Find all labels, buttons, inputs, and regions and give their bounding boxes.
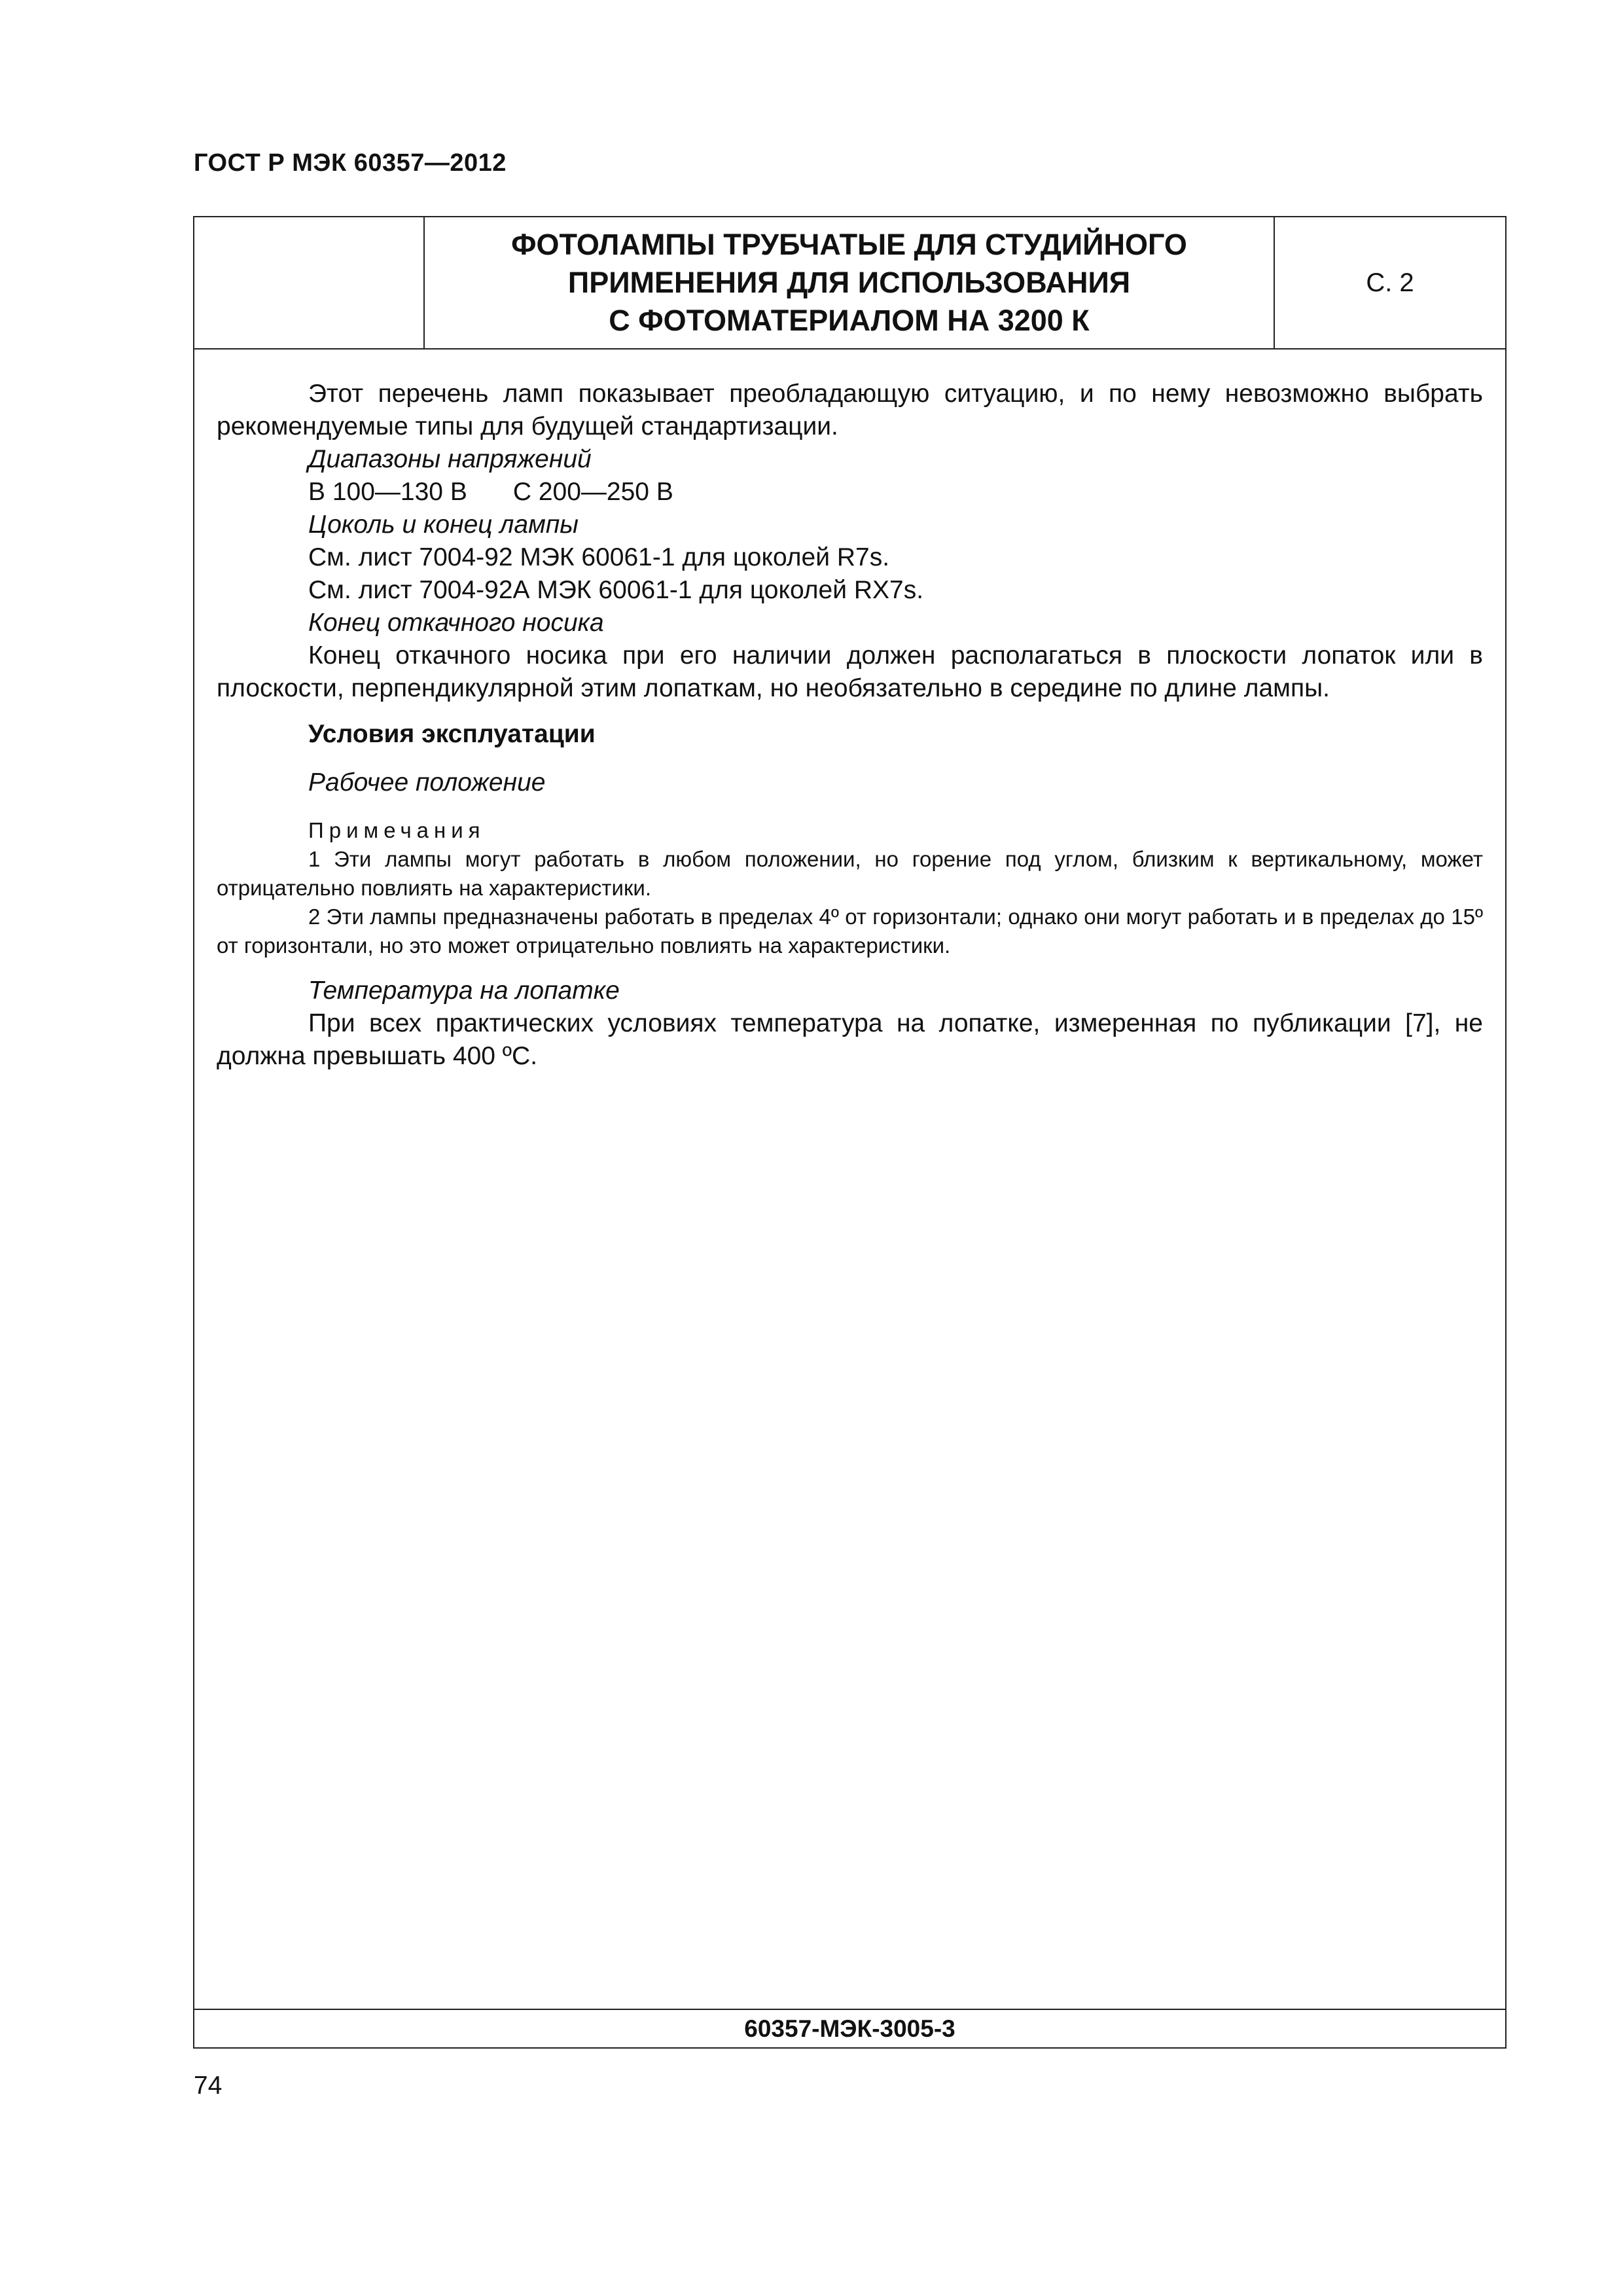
sheet-title: [425, 217, 1275, 348]
sheet-title-line-1: ФОТОЛАМПЫ ТРУБЧАТЫЕ ДЛЯ СТУДИЙНОГО: [511, 228, 1187, 261]
sheet-header: [194, 217, 1505, 350]
cap-line-2: См. лист 7004-92А МЭК 60061-1 для цоколей RX7s.: [308, 576, 924, 604]
operating-heading: Условия эксплуатации: [308, 720, 596, 748]
cap-heading: Цоколь и конец лампы: [308, 511, 579, 539]
position-heading: Рабочее положение: [308, 768, 546, 797]
exhaust-text: Конец откачного носика при его наличии должен располагаться в плоскости лопаток или в плоскости, перпендикулярной этим лопаткам, но необязательно в середине по длине лампы.: [217, 641, 1483, 702]
notes-block: [217, 816, 1483, 960]
data-sheet: [193, 216, 1507, 2049]
voltage-range-b: В 100—130 В: [308, 478, 467, 506]
notes-title: Примечания: [308, 818, 486, 842]
sheet-body: [217, 378, 1483, 1073]
standard-code: ГОСТ Р МЭК 60357—2012: [194, 149, 507, 177]
voltage-range-c: С 200—250 В: [512, 478, 673, 506]
sheet-title-line-2: ПРИМЕНЕНИЯ ДЛЯ ИСПОЛЬЗОВАНИЯ: [567, 266, 1131, 299]
sheet-footer-code: 60357-МЭК-3005-3: [194, 2009, 1505, 2047]
sheet-title-line-3: С ФОТОМАТЕРИАЛОМ НА 3200 К: [609, 304, 1090, 337]
voltage-ranges: [217, 476, 1483, 509]
temperature-text: При всех практических условиях температура на лопатке, измеренная по публикации [7], не должна превышать 400 ºС.: [217, 1009, 1483, 1070]
page-number: 74: [194, 2072, 223, 2100]
intro-paragraph: Этот перечень ламп показывает преобладающую ситуацию, и по нему невозможно выбрать рекомендуемые типы для будущей стандартизации.: [217, 380, 1483, 440]
temperature-heading: Температура на лопатке: [308, 977, 620, 1005]
sheet-number: С. 2: [1366, 268, 1414, 297]
exhaust-heading: Конец откачного носика: [308, 609, 604, 637]
note-2: 2 Эти лампы предназначены работать в пределах 4º от горизонтали; однако они могут работать и в пределах до 15º от горизонтали, но это может отрицательно повлиять на характеристики.: [217, 905, 1483, 958]
header-blank-cell: [194, 217, 425, 348]
cap-line-1: См. лист 7004-92 МЭК 60061-1 для цоколей R7s.: [308, 543, 890, 571]
note-1: 1 Эти лампы могут работать в любом положении, но горение под углом, близким к вертикальному, может отрицательно повлиять на характеристики.: [217, 847, 1483, 900]
voltage-heading: Диапазоны напряжений: [308, 445, 592, 473]
